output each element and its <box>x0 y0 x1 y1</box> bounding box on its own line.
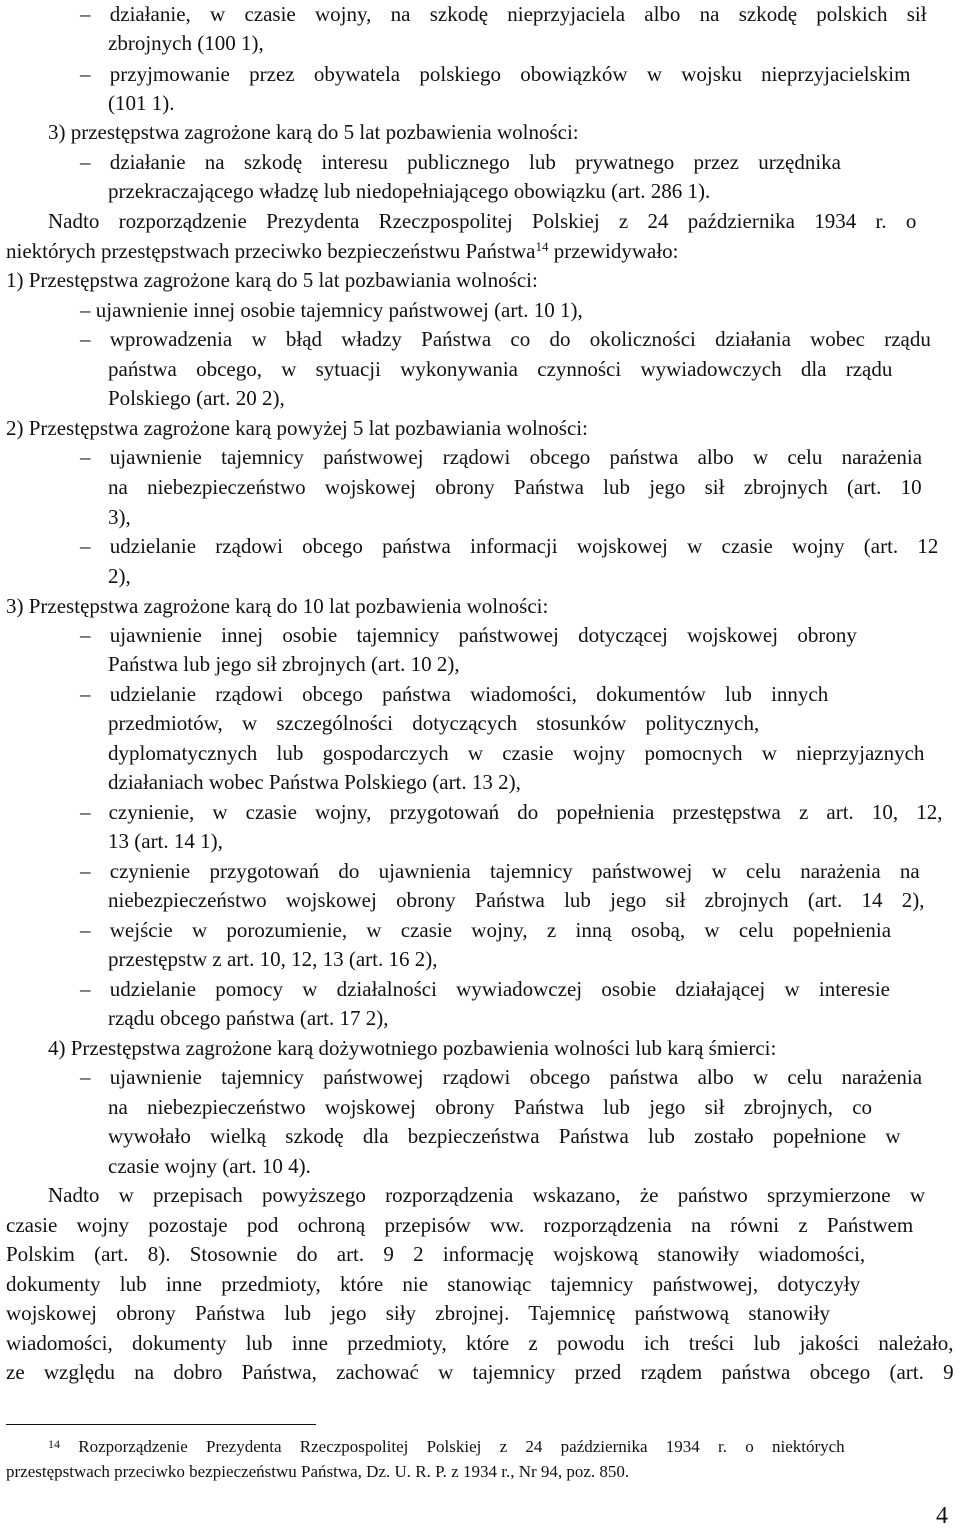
text-line <box>80 1063 922 1091</box>
line-text: 1) Przestępstwa zagrożone karą do 5 lat pozbawiania wolności: <box>6 268 538 292</box>
page-number: 4 <box>936 1503 948 1529</box>
text-line <box>80 975 890 1003</box>
line-text: – ujawnienie innej osobie tajemnicy państwowej (art. 10 1), <box>80 298 583 322</box>
footnote-line <box>6 1460 629 1484</box>
footnote-separator <box>6 1424 316 1425</box>
text-line <box>108 1093 872 1121</box>
line-text: 3) Przestępstwa zagrożone karą do 10 lat pozbawienia wolności: <box>6 594 549 618</box>
text-line <box>80 148 841 176</box>
text-line <box>6 266 538 294</box>
text-line <box>80 621 857 649</box>
line-text: państwa obcego, w sytuacji wykonywania czynności wywiadowczych dla rządu <box>108 357 893 381</box>
line-text: wiadomości, dokumenty lub inne przedmioty, które z powodu ich treści lub jakości należało, <box>6 1331 954 1355</box>
line-text: zbrojnych (100 1), <box>108 31 264 55</box>
text-line <box>108 384 285 412</box>
text-line <box>108 650 460 678</box>
text-line <box>6 592 548 620</box>
text-line <box>80 532 938 560</box>
line-text: 3) przestępstwa zagrożone karą do 5 lat pozbawienia wolności: <box>48 120 579 144</box>
text-line <box>48 118 579 146</box>
text-line <box>48 1034 776 1062</box>
line-text: – udzielanie rządowi obcego państwa wiadomości, dokumentów lub innych <box>80 682 829 706</box>
text-line <box>80 798 942 826</box>
line-text: – przyjmowanie przez obywatela polskiego obowiązków w wojsku nieprzyjacielskim <box>80 62 911 86</box>
text-line <box>108 709 759 737</box>
line-text: Polskiego (art. 20 2), <box>108 386 285 410</box>
text-line <box>80 0 927 28</box>
line-text: ze względu na dobro Państwa, zachować w tajemnicy przed rządem państwa obcego (art. 9 <box>6 1360 954 1384</box>
text-line <box>6 1270 860 1298</box>
line-text: – ujawnienie innej osobie tajemnicy państwowej dotyczącej wojskowej obrony <box>80 623 857 647</box>
text-line <box>80 325 931 353</box>
text-line <box>80 443 922 471</box>
text-line <box>108 768 521 796</box>
line-text: 4) Przestępstwa zagrożone karą dożywotniego pozbawienia wolności lub karą śmierci: <box>48 1036 777 1060</box>
text-line <box>48 207 916 235</box>
text-line <box>108 739 924 767</box>
line-text: przestępstw z art. 10, 12, 13 (art. 16 2), <box>108 947 438 971</box>
line-text: rządu obcego państwa (art. 17 2), <box>108 1006 389 1030</box>
text-line <box>6 237 679 265</box>
text-line <box>108 89 175 117</box>
text-line <box>6 1299 830 1327</box>
text-line <box>108 503 131 531</box>
line-text: (101 1). <box>108 91 175 115</box>
footnote-text: Rozporządzenie Prezydenta Rzeczpospolitej Polskiej z 24 października 1934 r. o niektórych <box>60 1437 845 1456</box>
line-text: – udzielanie rządowi obcego państwa informacji wojskowej w czasie wojny (art. 12 <box>80 534 939 558</box>
text-line <box>6 1358 954 1386</box>
line-text: przedmiotów, w szczególności dotyczących stosunków politycznych, <box>108 711 760 735</box>
line-text: 13 (art. 14 1), <box>108 829 223 853</box>
line-text: – ujawnienie tajemnicy państwowej rządowi obcego państwa albo w celu narażenia <box>80 445 923 469</box>
text-line <box>108 177 710 205</box>
text-line <box>108 1122 901 1150</box>
line-text: dyplomatycznych lub gospodarczych w czasie wojny pomocnych w nieprzyjaznych <box>108 741 925 765</box>
text-line <box>108 1004 388 1032</box>
line-text: 3), <box>108 505 131 529</box>
line-text: przestępstwach przeciwko bezpieczeństwu Państwa, Dz. U. R. P. z 1934 r., Nr 94, poz. 850. <box>6 1462 630 1481</box>
line-text: Nadto rozporządzenie Prezydenta Rzeczpospolitej Polskiej z 24 października 1934 r. o <box>48 209 917 233</box>
text-line <box>108 355 892 383</box>
line-text: niektórych przestępstwach przeciwko bezpieczeństwu Państwa <box>6 239 536 263</box>
text-line <box>6 414 588 442</box>
text-line <box>6 1329 954 1357</box>
line-text: wywołało wielką szkodę dla bezpieczeństwa Państwa lub zostało popełnione w <box>108 1124 901 1148</box>
footnote-reference: 14 <box>535 239 549 254</box>
line-text: – udzielanie pomocy w działalności wywiadowczej osobie działającej w interesie <box>80 977 890 1001</box>
text-line <box>108 1152 311 1180</box>
text-line <box>108 29 264 57</box>
line-text: – działanie na szkodę interesu publicznego lub prywatnego przez urzędnika <box>80 150 841 174</box>
text-line <box>80 857 920 885</box>
text-line <box>80 60 910 88</box>
line-text: czasie wojny (art. 10 4). <box>108 1154 311 1178</box>
text-line <box>6 1240 865 1268</box>
line-text: – wejście w porozumienie, w czasie wojny, z inną osobą, w celu popełnienia <box>80 918 892 942</box>
line-text: – czynienie, w czasie wojny, przygotowań do popełnienia przestępstwa z art. 10, 12, <box>80 800 943 824</box>
line-text: dokumenty lub inne przedmioty, które nie stanowiąc tajemnicy państwowej, dotyczyły <box>6 1272 861 1296</box>
line-text: Nadto w przepisach powyższego rozporządzenia wskazano, że państwo sprzymierzone w <box>48 1183 926 1207</box>
text-line <box>80 916 891 944</box>
line-text: na niebezpieczeństwo wojskowej obrony Państwa lub jego sił zbrojnych, co <box>108 1095 873 1119</box>
line-text: działaniach wobec Państwa Polskiego (art. 13 2), <box>108 770 521 794</box>
line-text: niebezpieczeństwo wojskowej obrony Państwa lub jego sił zbrojnych (art. 14 2), <box>108 888 925 912</box>
line-text: – ujawnienie tajemnicy państwowej rządowi obcego państwa albo w celu narażenia <box>80 1065 923 1089</box>
text-line <box>108 473 922 501</box>
line-text: przekraczającego władzę lub niedopełniającego obowiązku (art. 286 1). <box>108 179 711 203</box>
footnote-line <box>48 1435 845 1459</box>
text-line <box>108 945 438 973</box>
line-text: na niebezpieczeństwo wojskowej obrony Państwa lub jego sił zbrojnych (art. 10 <box>108 475 922 499</box>
line-text: Polskim (art. 8). Stosownie do art. 9 2 informację wojskową stanowiły wiadomości, <box>6 1242 866 1266</box>
text-line <box>80 680 828 708</box>
line-text: – wprowadzenia w błąd władzy Państwa co do okoliczności działania wobec rządu <box>80 327 931 351</box>
line-text: wojskowej obrony Państwa lub jego siły zbrojnej. Tajemnicę państwową stanowiły <box>6 1301 831 1325</box>
line-text: 2), <box>108 564 131 588</box>
text-line <box>48 1181 925 1209</box>
line-text: Państwa lub jego sił zbrojnych (art. 10 2), <box>108 652 460 676</box>
line-text-continued: przewidywało: <box>548 239 679 263</box>
text-line <box>108 827 223 855</box>
text-line <box>108 886 925 914</box>
line-text: – czynienie przygotowań do ujawnienia tajemnicy państwowej w celu narażenia na <box>80 859 920 883</box>
line-text: – działanie, w czasie wojny, na szkodę nieprzyjaciela albo na szkodę polskich sił <box>80 2 927 26</box>
footnote-marker: 14 <box>48 1437 60 1451</box>
text-line <box>6 1211 913 1239</box>
text-line <box>108 562 131 590</box>
line-text: 2) Przestępstwa zagrożone karą powyżej 5 lat pozbawiania wolności: <box>6 416 588 440</box>
text-line <box>80 296 583 324</box>
line-text: czasie wojny pozostaje pod ochroną przepisów ww. rozporządzenia na równi z Państwem <box>6 1213 914 1237</box>
